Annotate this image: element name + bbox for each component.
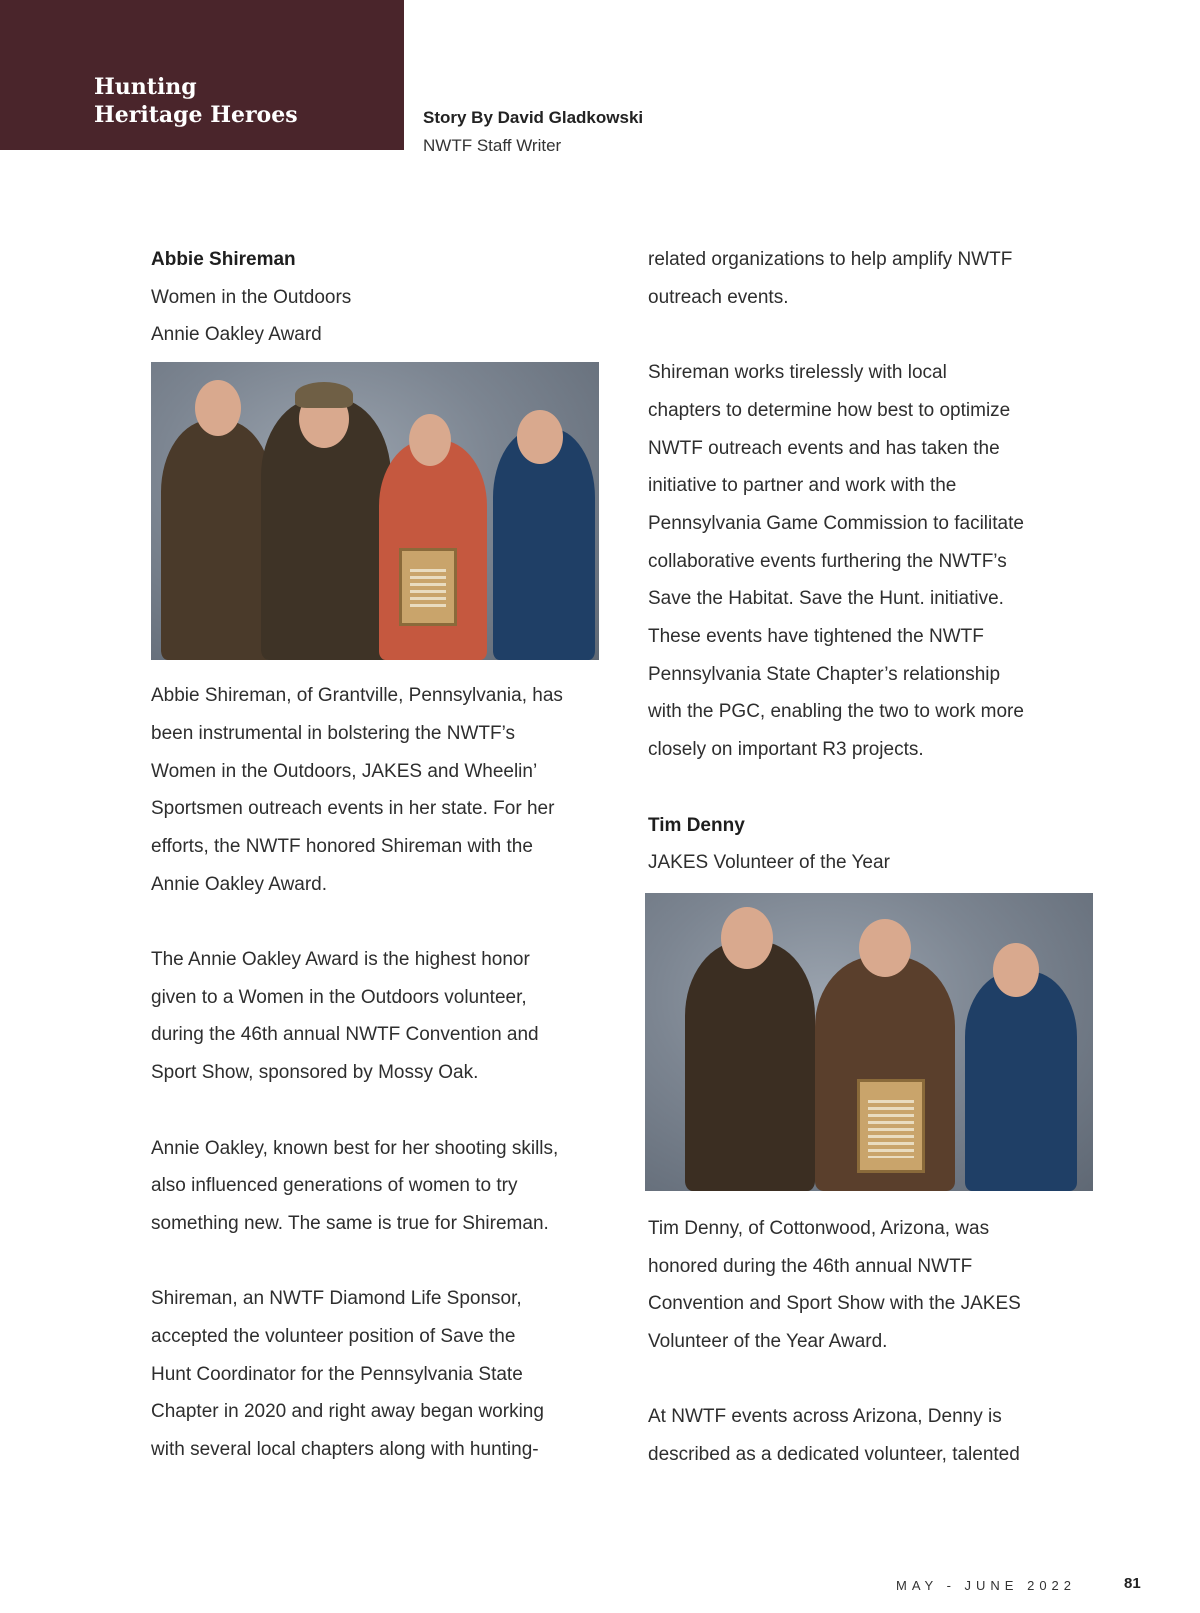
paragraph-line: Annie Oakley, known best for her shooting skills, bbox=[151, 1137, 559, 1159]
photo-cap bbox=[295, 382, 353, 408]
paragraph-line: with the PGC, enabling the two to work more bbox=[648, 701, 1024, 723]
award-plaque bbox=[399, 548, 457, 626]
paragraph-line: with several local chapters along with hunting- bbox=[151, 1439, 539, 1461]
paragraph-line: closely on important R3 projects. bbox=[648, 739, 924, 761]
section-banner bbox=[0, 0, 404, 150]
paragraph-line: chapters to determine how best to optimize bbox=[648, 399, 1011, 421]
section-title-line-2: Heritage Heroes bbox=[94, 102, 298, 128]
paragraph-line: Shireman works tirelessly with local bbox=[648, 362, 947, 384]
award-plaque bbox=[857, 1079, 925, 1173]
paragraph-line: Sport Show, sponsored by Mossy Oak. bbox=[151, 1062, 479, 1084]
paragraph-line: initiative to partner and work with the bbox=[648, 475, 957, 497]
paragraph-line: something new. The same is true for Shireman. bbox=[151, 1212, 549, 1234]
author-role: NWTF Staff Writer bbox=[423, 136, 562, 155]
issue-date: MAY - JUNE 2022 bbox=[896, 1578, 1077, 1593]
paragraph-line: related organizations to help amplify NWTF bbox=[648, 249, 1013, 270]
byline bbox=[423, 104, 643, 160]
paragraph-line: outreach events. bbox=[648, 286, 789, 308]
award-name: Annie Oakley Award bbox=[151, 324, 322, 346]
paragraph-line: Convention and Sport Show with the JAKES bbox=[648, 1293, 1021, 1315]
paragraph-line: given to a Women in the Outdoors volunteer, bbox=[151, 986, 527, 1008]
paragraph-line: Pennsylvania State Chapter’s relationship bbox=[648, 663, 1001, 685]
photo-person-head bbox=[195, 380, 241, 436]
paragraph-line: honored during the 46th annual NWTF bbox=[648, 1255, 973, 1277]
paragraph-line: during the 46th annual NWTF Convention and bbox=[151, 1024, 539, 1046]
paragraph-line: NWTF outreach events and has taken the bbox=[648, 437, 1000, 459]
photo-person-head bbox=[517, 410, 563, 464]
paragraph-line: Shireman, an NWTF Diamond Life Sponsor, bbox=[151, 1288, 522, 1310]
paragraph-line: The Annie Oakley Award is the highest honor bbox=[151, 949, 530, 971]
photo-person-head bbox=[993, 943, 1039, 997]
section-title-line-1: Hunting bbox=[94, 74, 197, 100]
award-photo-shireman bbox=[151, 362, 599, 660]
paragraph-line: accepted the volunteer position of Save the bbox=[151, 1326, 516, 1348]
paragraph-line: also influenced generations of women to try bbox=[151, 1175, 518, 1197]
award-category: JAKES Volunteer of the Year bbox=[648, 852, 890, 874]
photo-person-head bbox=[409, 414, 451, 466]
photo-person bbox=[161, 420, 273, 660]
honoree-name: Tim Denny bbox=[648, 814, 745, 836]
honoree-name: Abbie Shireman bbox=[151, 249, 296, 270]
award-category: Women in the Outdoors bbox=[151, 286, 352, 308]
paragraph-line: Volunteer of the Year Award. bbox=[648, 1331, 888, 1353]
photo-person-head bbox=[721, 907, 773, 969]
photo-person bbox=[965, 971, 1077, 1191]
left-column bbox=[151, 241, 611, 1469]
paragraph-line: Women in the Outdoors, JAKES and Wheelin’ bbox=[151, 760, 538, 782]
paragraph-line: efforts, the NWTF honored Shireman with the bbox=[151, 835, 533, 857]
paragraph-line: Save the Habitat. Save the Hunt. initiative. bbox=[648, 588, 1004, 610]
paragraph-line: collaborative events furthering the NWTF’s bbox=[648, 550, 1007, 572]
right-column bbox=[648, 241, 1108, 1474]
paragraph-line: At NWTF events across Arizona, Denny is bbox=[648, 1406, 1002, 1428]
paragraph-line: been instrumental in bolstering the NWTF’s bbox=[151, 722, 515, 744]
author-name: Story By David Gladkowski bbox=[423, 108, 644, 127]
paragraph-line: Chapter in 2020 and right away began working bbox=[151, 1401, 544, 1423]
paragraph-line: Pennsylvania Game Commission to facilitate bbox=[648, 512, 1024, 534]
paragraph-line: described as a dedicated volunteer, talented bbox=[648, 1444, 1020, 1466]
page-number: 81 bbox=[1124, 1575, 1141, 1592]
award-photo-denny bbox=[645, 893, 1093, 1191]
paragraph-line: These events have tightened the NWTF bbox=[648, 626, 984, 648]
paragraph-line: Sportsmen outreach events in her state. For her bbox=[151, 798, 555, 820]
photo-person-head bbox=[859, 919, 911, 977]
paragraph-line: Abbie Shireman, of Grantville, Pennsylvania, has bbox=[151, 685, 563, 707]
paragraph-line: Hunt Coordinator for the Pennsylvania State bbox=[151, 1363, 523, 1385]
section-title bbox=[94, 73, 298, 129]
photo-person bbox=[685, 941, 815, 1191]
paragraph-line: Tim Denny, of Cottonwood, Arizona, was bbox=[648, 1217, 990, 1239]
paragraph-line: Annie Oakley Award. bbox=[151, 873, 328, 895]
